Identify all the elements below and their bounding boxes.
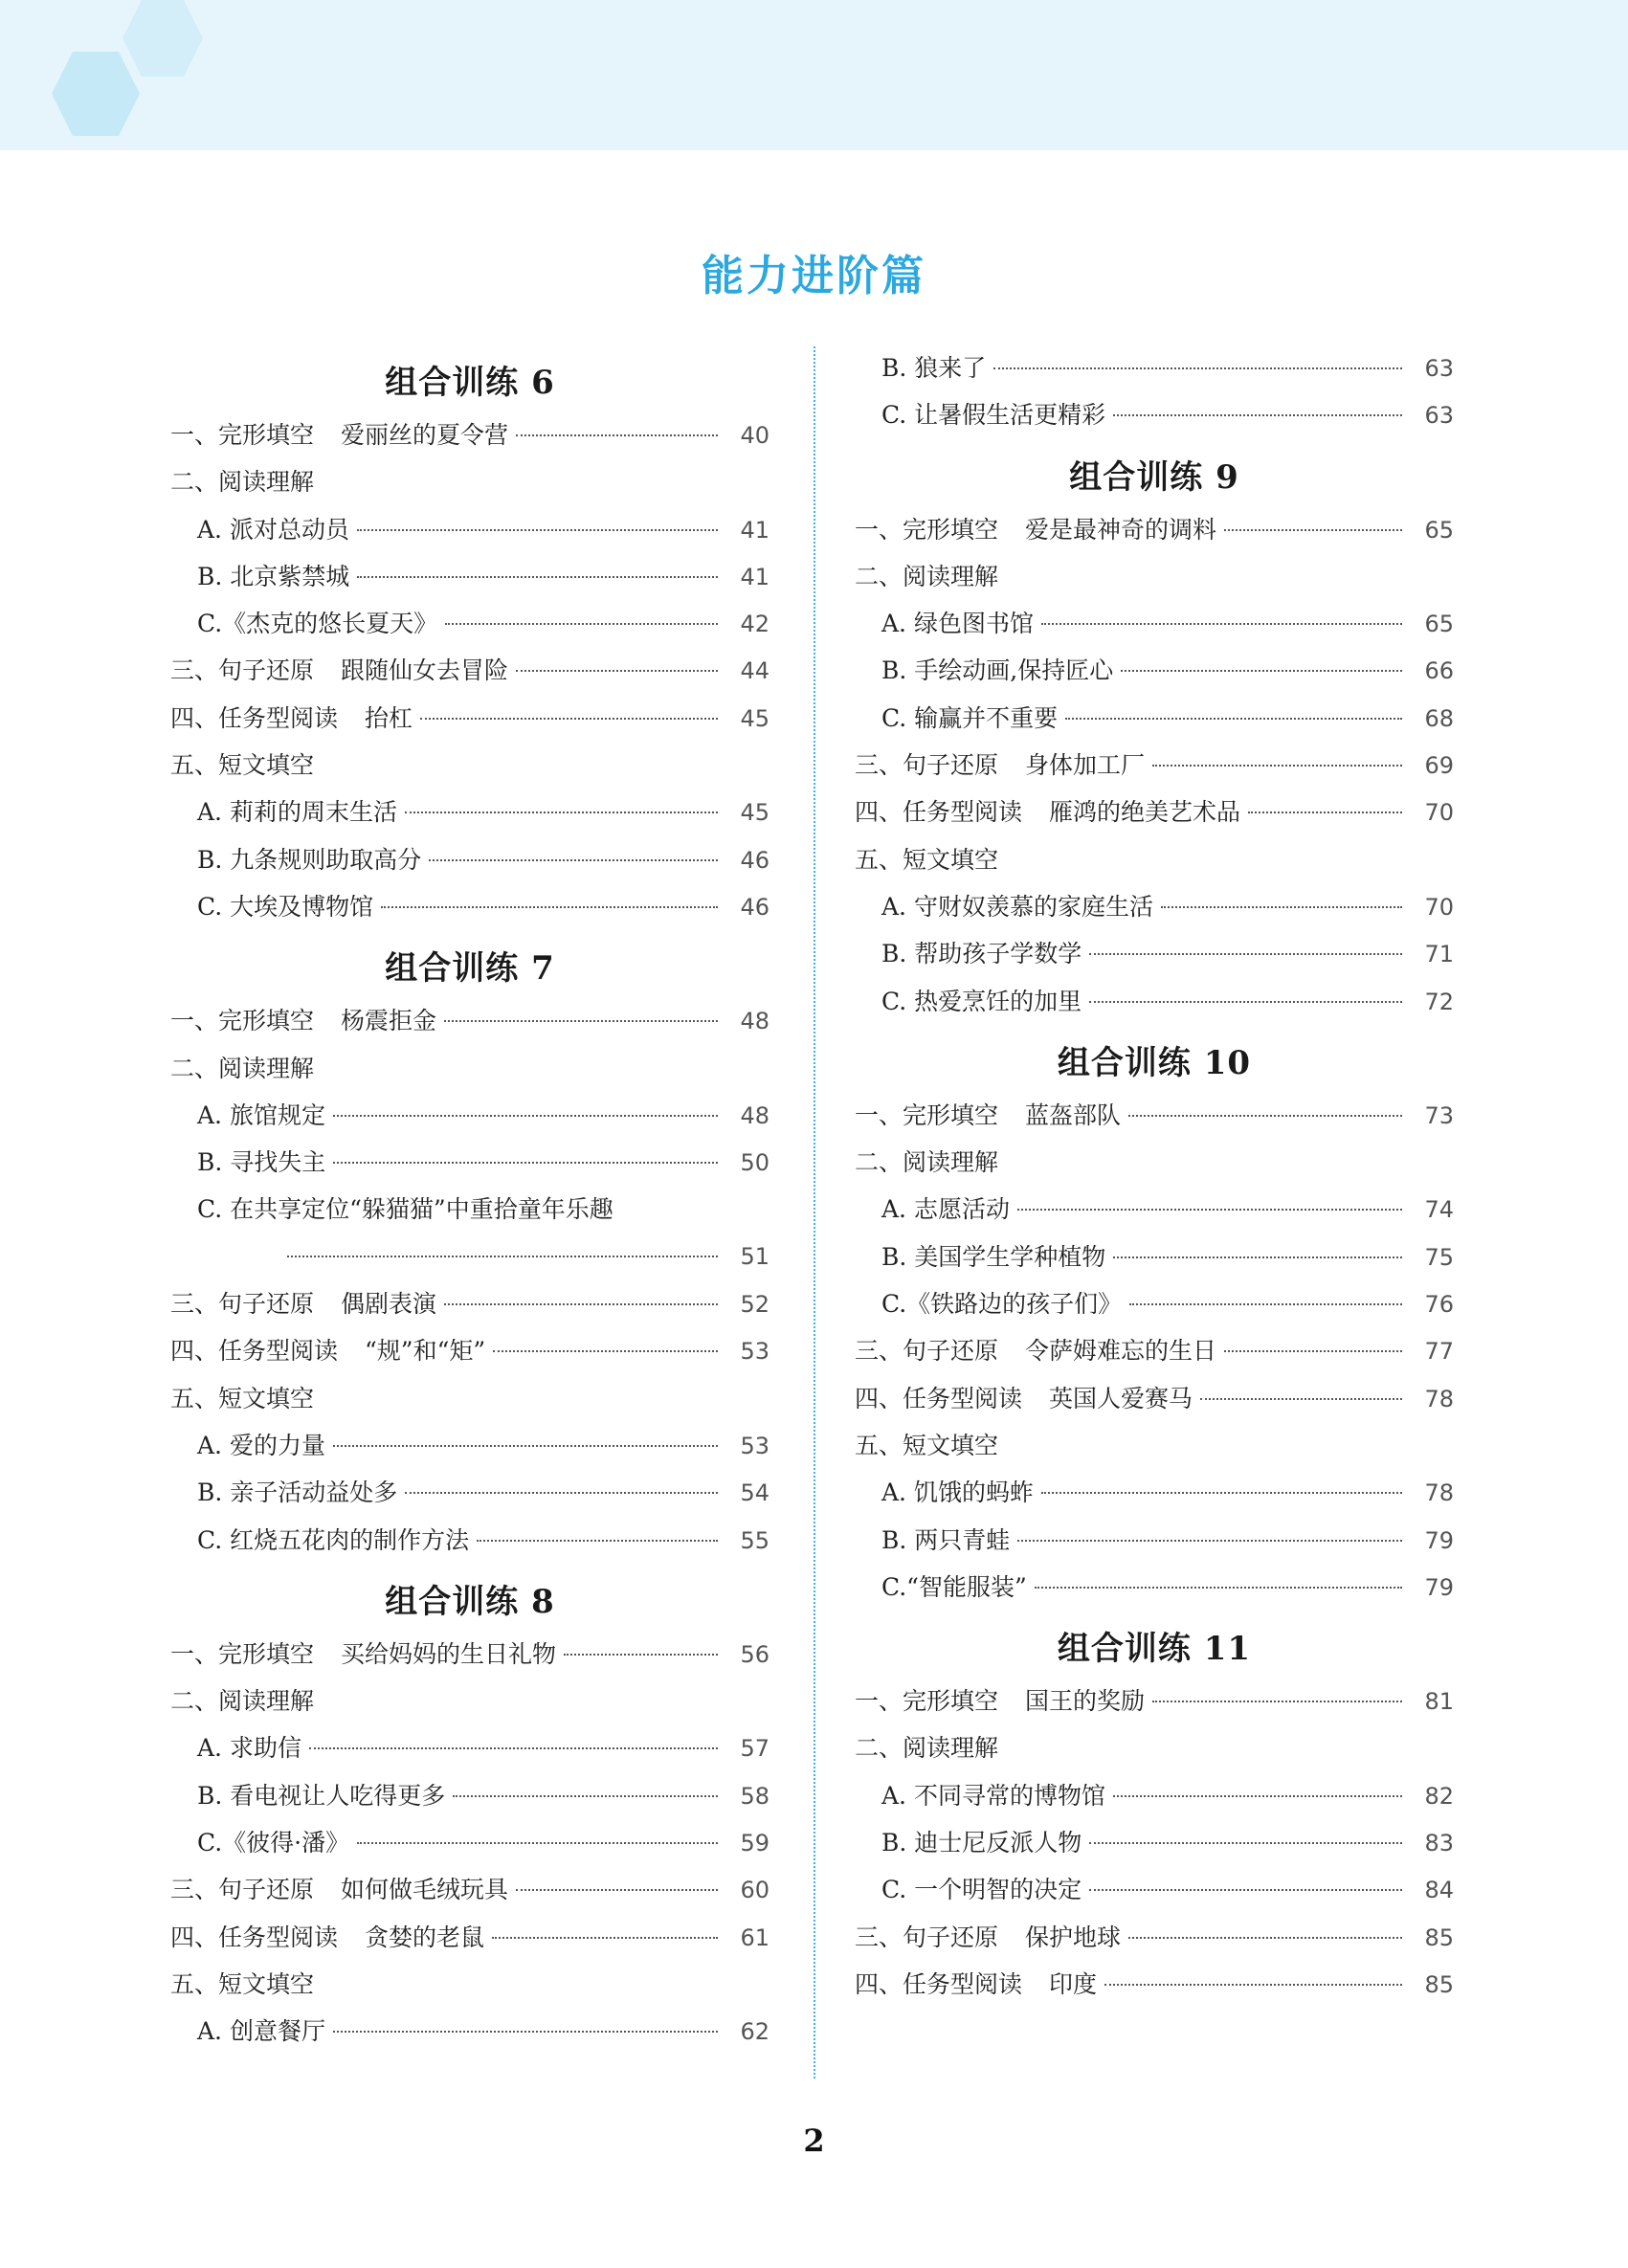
toc-entry[interactable]: [170, 1422, 769, 1469]
toc-entry[interactable]: [855, 1866, 1454, 1913]
entry-topic: 如何做毛绒玩具: [341, 1876, 509, 1904]
toc-section-heading: [855, 836, 1454, 883]
entry-label: A. 旅馆规定: [197, 1101, 325, 1129]
entry-label: 四、任务型阅读: [855, 798, 1023, 827]
entry-label: C. 让暑假生活更精彩: [881, 401, 1106, 430]
toc-entry[interactable]: [170, 1139, 769, 1186]
entry-topic: 蓝盔部队: [1025, 1101, 1122, 1129]
toc-entry[interactable]: [170, 789, 769, 835]
toc-entry[interactable]: [170, 600, 769, 647]
toc-entry[interactable]: [170, 836, 769, 883]
toc-entry[interactable]: [855, 345, 1454, 391]
entry-page: 63: [1424, 402, 1454, 430]
entry-page: 69: [1424, 752, 1454, 780]
entry-page: 79: [1424, 1573, 1454, 1601]
toc-entry[interactable]: [170, 1724, 769, 1771]
toc-entry[interactable]: [170, 695, 769, 742]
toc-section-heading: [855, 1139, 1454, 1186]
entry-page: 41: [740, 563, 769, 590]
toc-entry[interactable]: [855, 391, 1454, 438]
toc-entry[interactable]: [855, 978, 1454, 1025]
toc-entry[interactable]: [855, 506, 1454, 553]
entry-page: 81: [1424, 1688, 1454, 1716]
group-8-title: 组合训练 8: [385, 1582, 555, 1621]
page-title: 能力进阶篇: [702, 252, 926, 300]
entry-topic: 买给妈妈的生日礼物: [341, 1639, 557, 1668]
entry-label: 一、完形填空: [170, 1639, 315, 1668]
entry-label: A. 绿色图书馆: [881, 610, 1034, 638]
entry-page: 63: [1424, 355, 1454, 382]
entry-label: 三、句子还原: [170, 1876, 315, 1904]
entry-label: 二、阅读理解: [855, 1148, 999, 1177]
entry-label: 五、短文填空: [855, 845, 999, 874]
entry-page: 57: [740, 1735, 769, 1763]
toc-section-heading: [855, 553, 1454, 600]
entry-page: 51: [740, 1242, 769, 1270]
entry-page: 70: [1424, 799, 1454, 827]
entry-label: 一、完形填空: [170, 421, 315, 449]
entry-page: 48: [740, 1101, 769, 1129]
entry-label: 三、句子还原: [855, 1337, 999, 1366]
toc-entry[interactable]: [170, 1819, 769, 1866]
entry-page: 65: [1424, 611, 1454, 638]
entry-page: 52: [740, 1291, 769, 1319]
entry-page: 85: [1424, 1923, 1454, 1951]
entry-label: C. 一个明智的决定: [881, 1876, 1082, 1904]
entry-page: 44: [740, 657, 769, 685]
entry-page: 85: [1424, 1970, 1454, 1998]
toc-entry[interactable]: [170, 506, 769, 553]
toc-entry[interactable]: [855, 1678, 1454, 1724]
entry-page: 71: [1424, 941, 1454, 968]
entry-topic: 爱丽丝的夏令营: [341, 421, 509, 449]
entry-label: B. 狼来了: [881, 354, 987, 382]
entry-page: 41: [740, 516, 769, 544]
entry-page: 40: [740, 422, 769, 449]
toc-entry[interactable]: [170, 1469, 769, 1516]
entry-label: C. 输赢并不重要: [881, 703, 1059, 732]
entry-label: 一、完形填空: [170, 1007, 315, 1035]
entry-page: 77: [1424, 1338, 1454, 1366]
entry-topic: 英国人爱赛马: [1049, 1384, 1193, 1412]
entry-label: 二、阅读理解: [170, 468, 315, 497]
toc-section-heading: [170, 458, 769, 505]
entry-page: 62: [740, 2018, 769, 2046]
group-9-title: 组合训练 9: [1069, 457, 1239, 497]
toc-entry-continuation[interactable]: [170, 1234, 769, 1280]
toc-entry[interactable]: [170, 553, 769, 600]
toc-entry[interactable]: [855, 1961, 1454, 2008]
toc-entry[interactable]: [855, 1280, 1454, 1327]
entry-topic: 爱是最神奇的调料: [1025, 515, 1217, 544]
entry-label: 五、短文填空: [855, 1431, 999, 1459]
group-7-title: 组合训练 7: [385, 949, 555, 989]
entry-label: B. 亲子活动益处多: [197, 1479, 398, 1507]
group-10-title: 组合训练 10: [1057, 1043, 1252, 1082]
entry-page: 72: [1424, 988, 1454, 1015]
entry-topic: 雁鸿的绝美艺术品: [1049, 798, 1241, 827]
toc-entry[interactable]: [855, 1375, 1454, 1422]
entry-label: C.《彼得·潘》: [197, 1829, 350, 1857]
entry-label: 一、完形填空: [855, 1101, 999, 1129]
toc-entry[interactable]: [170, 997, 769, 1044]
entry-page: 70: [1424, 893, 1454, 921]
toc-right-column: [855, 345, 1454, 2008]
toc-section-heading: [170, 1375, 769, 1422]
entry-label: B. 手绘动画,保持匠心: [881, 656, 1114, 685]
toc-entry[interactable]: [170, 647, 769, 694]
entry-page: 83: [1424, 1830, 1454, 1857]
entry-label: C. 红烧五花肉的制作方法: [197, 1525, 470, 1554]
entry-label: 四、任务型阅读: [855, 1969, 1023, 1998]
header-banner: [0, 0, 1628, 150]
entry-page: 84: [1424, 1877, 1454, 1904]
entry-label: C.“智能服装”: [881, 1572, 1027, 1601]
entry-topic: 印度: [1049, 1969, 1098, 1998]
entry-label: 五、短文填空: [170, 1969, 315, 1998]
toc-entry-long[interactable]: [170, 1186, 769, 1233]
entry-topic: 身体加工厂: [1025, 751, 1146, 780]
entry-label: A. 派对总动员: [197, 515, 349, 544]
entry-page: 73: [1424, 1101, 1454, 1129]
entry-label: B. 两只青蛙: [881, 1525, 1011, 1554]
toc-entry[interactable]: [170, 1327, 769, 1374]
toc-entry[interactable]: [855, 1186, 1454, 1233]
entry-topic: 国王的奖励: [1025, 1687, 1146, 1716]
entry-label: 二、阅读理解: [170, 1054, 315, 1082]
toc-section-heading: [170, 1045, 769, 1092]
toc-section-heading: [170, 1961, 769, 2008]
toc-entry[interactable]: [855, 600, 1454, 647]
entry-label: 四、任务型阅读: [855, 1384, 1023, 1412]
group-11-title: 组合训练 11: [1057, 1630, 1252, 1669]
group-6-title: 组合训练 6: [385, 364, 555, 402]
entry-label: A. 创意餐厅: [197, 2017, 325, 2046]
toc-entry[interactable]: [170, 1866, 769, 1913]
entry-page: 53: [740, 1432, 769, 1459]
toc-entry[interactable]: [855, 789, 1454, 835]
entry-page: 82: [1424, 1782, 1454, 1810]
entry-page: 78: [1424, 1479, 1454, 1507]
entry-label: 三、句子还原: [170, 1290, 315, 1319]
entry-label: B. 帮助孩子学数学: [881, 940, 1082, 968]
entry-label: 一、完形填空: [855, 515, 999, 544]
toc-entry[interactable]: [170, 1772, 769, 1819]
entry-page: 65: [1424, 516, 1454, 544]
entry-page: 56: [740, 1640, 769, 1668]
entry-label: A. 求助信: [197, 1734, 301, 1763]
entry-label: B. 北京紫禁城: [197, 562, 350, 590]
entry-topic: 抬杠: [365, 703, 413, 732]
toc-entry[interactable]: [170, 1631, 769, 1678]
entry-page: 55: [740, 1526, 769, 1554]
toc-entry[interactable]: [170, 2008, 769, 2055]
entry-topic: 贪婪的老鼠: [365, 1923, 485, 1951]
toc-entry[interactable]: [855, 695, 1454, 742]
entry-label: A. 饥饿的蚂蚱: [881, 1479, 1034, 1507]
toc-entry[interactable]: [170, 411, 769, 458]
entry-label: B. 寻找失主: [197, 1148, 326, 1177]
entry-page: 76: [1424, 1291, 1454, 1319]
entry-label: 四、任务型阅读: [170, 703, 339, 732]
toc-section-heading: [855, 1724, 1454, 1771]
entry-label: C.《杰克的悠长夏天》: [197, 610, 438, 638]
entry-label: 一、完形填空: [855, 1687, 999, 1716]
entry-topic: 保护地球: [1025, 1923, 1122, 1951]
entry-label: 四、任务型阅读: [170, 1337, 339, 1366]
toc-entry[interactable]: [855, 883, 1454, 930]
entry-label: 四、任务型阅读: [170, 1923, 339, 1951]
entry-label: 五、短文填空: [170, 751, 315, 780]
entry-page: 42: [740, 611, 769, 638]
entry-page: 59: [740, 1830, 769, 1857]
toc-left-column: [170, 345, 769, 2056]
entry-page: 45: [740, 704, 769, 732]
entry-label: A. 爱的力量: [197, 1431, 325, 1459]
toc-section-heading: [855, 1422, 1454, 1469]
entry-page: 78: [1424, 1385, 1454, 1412]
toc-entry[interactable]: [855, 742, 1454, 789]
entry-label: C.《铁路边的孩子们》: [881, 1290, 1123, 1319]
toc-entry[interactable]: [170, 1914, 769, 1961]
entry-label: C. 大埃及博物馆: [197, 892, 374, 921]
entry-label: 三、句子还原: [855, 751, 999, 780]
entry-page: 46: [740, 893, 769, 921]
entry-label: B. 美国学生学种植物: [881, 1242, 1106, 1271]
entry-page: 61: [740, 1923, 769, 1951]
entry-label: A. 守财奴羡慕的家庭生活: [881, 892, 1153, 921]
entry-page: 54: [740, 1479, 769, 1507]
toc-entry[interactable]: [855, 1517, 1454, 1564]
toc-entry[interactable]: [855, 1819, 1454, 1866]
entry-page: 58: [740, 1782, 769, 1810]
entry-label: 五、短文填空: [170, 1384, 315, 1412]
toc-entry[interactable]: [855, 1234, 1454, 1280]
entry-page: 60: [740, 1877, 769, 1904]
entry-topic: 令萨姆难忘的生日: [1025, 1337, 1217, 1366]
toc-entry[interactable]: [855, 1327, 1454, 1374]
entry-topic: 偶剧表演: [341, 1290, 437, 1319]
entry-label: A. 莉莉的周末生活: [197, 798, 397, 827]
entry-label: B. 迪士尼反派人物: [881, 1829, 1082, 1857]
entry-label: 三、句子还原: [170, 656, 315, 685]
entry-page: 48: [740, 1008, 769, 1035]
entry-label: C. 热爱烹饪的加里: [881, 987, 1082, 1015]
toc-section-heading: [170, 1678, 769, 1724]
entry-page: 68: [1424, 704, 1454, 732]
entry-label: 三、句子还原: [855, 1923, 999, 1951]
entry-label: A. 不同寻常的博物馆: [881, 1781, 1105, 1810]
entry-page: 45: [740, 799, 769, 827]
entry-label: 二、阅读理解: [170, 1687, 315, 1716]
hexagon-decoration-icon: [0, 0, 249, 150]
toc-entry[interactable]: [855, 1564, 1454, 1611]
entry-page: 74: [1424, 1196, 1454, 1224]
entry-label: A. 志愿活动: [881, 1195, 1010, 1224]
entry-page: 79: [1424, 1526, 1454, 1554]
entry-label: 二、阅读理解: [855, 1734, 999, 1763]
toc-entry[interactable]: [855, 1092, 1454, 1139]
column-divider: [814, 346, 815, 2079]
entry-label: 二、阅读理解: [855, 562, 999, 590]
toc-entry[interactable]: [170, 883, 769, 930]
entry-topic: 杨震拒金: [341, 1007, 437, 1035]
entry-label: B. 九条规则助取高分: [197, 845, 422, 874]
entry-label: C. 在共享定位“躲猫猫”中重拾童年乐趣: [197, 1195, 613, 1224]
toc-entry[interactable]: [855, 1469, 1454, 1516]
page-number: 2: [803, 2123, 825, 2159]
toc-entry[interactable]: [170, 1280, 769, 1327]
entry-page: 53: [740, 1338, 769, 1366]
toc-section-heading: [170, 742, 769, 789]
entry-page: 75: [1424, 1243, 1454, 1271]
entry-topic: 跟随仙女去冒险: [341, 656, 509, 685]
toc-entry[interactable]: [170, 1092, 769, 1139]
toc-entry[interactable]: [855, 1914, 1454, 1961]
entry-page: 66: [1424, 657, 1454, 685]
toc-entry[interactable]: [855, 930, 1454, 977]
entry-label: B. 看电视让人吃得更多: [197, 1781, 446, 1810]
toc-entry[interactable]: [170, 1517, 769, 1564]
entry-page: 50: [740, 1149, 769, 1177]
entry-page: 46: [740, 846, 769, 874]
toc-entry[interactable]: [855, 647, 1454, 694]
entry-topic: “规”和“矩”: [365, 1337, 486, 1366]
toc-entry[interactable]: [855, 1772, 1454, 1819]
